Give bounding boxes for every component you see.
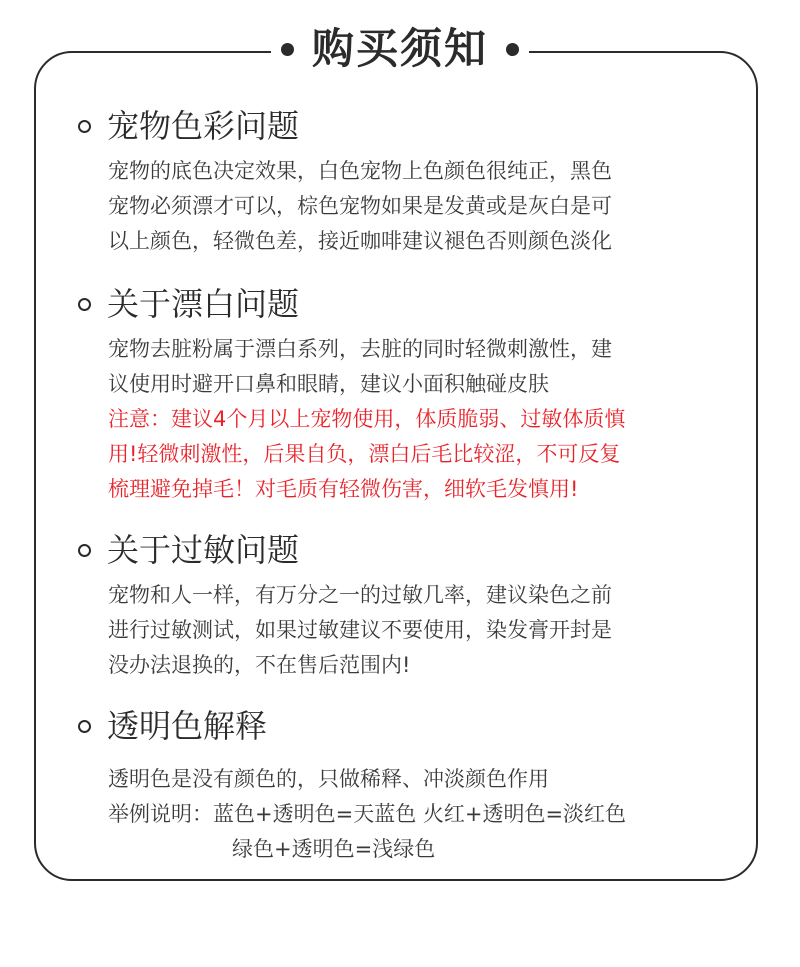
warning-line: 用!轻微刺激性，后果自负，漂白后毛比较涩，不可反复: [108, 442, 621, 466]
circle-bullet-icon: [78, 544, 91, 557]
circle-bullet-icon: [78, 120, 91, 133]
title-bar: [0, 18, 800, 80]
section-header: [78, 704, 738, 748]
body-line: 没办法退换的，不在售后范围内!: [108, 653, 411, 677]
body-line: 宠物和人一样，有万分之一的过敏几率，建议染色之前: [108, 583, 612, 607]
warning-line: 梳理避免掉毛！对毛质有轻微伤害，细软毛发慎用!: [108, 477, 579, 501]
body-line: 进行过敏测试，如果过敏建议不要使用，染发膏开封是: [108, 618, 612, 642]
section-title: 宠物色彩问题: [107, 107, 300, 145]
body-line: 透明色是没有颜色的，只做稀释、冲淡颜色作用: [108, 767, 549, 791]
section-header: [78, 104, 738, 148]
body-line-indented: 绿色+透明色=浅绿色: [232, 837, 436, 861]
title-right-dot-icon: [506, 43, 519, 56]
body-line: 宠物去脏粉属于漂白系列，去脏的同时轻微刺激性，建: [108, 337, 612, 361]
circle-bullet-icon: [78, 720, 91, 733]
body-line: 举例说明：蓝色+透明色=天蓝色 火红+透明色=淡红色: [108, 802, 627, 826]
circle-bullet-icon: [78, 298, 91, 311]
body-line: 议使用时避开口鼻和眼睛，建议小面积触碰皮肤: [108, 372, 549, 396]
body-line: 以上颜色，轻微色差，接近咖啡建议褪色否则颜色淡化: [108, 229, 612, 253]
page-title: 购买须知: [311, 24, 488, 73]
section-body: [108, 332, 738, 507]
title-background: [271, 18, 529, 80]
title-left-dot-icon: [281, 43, 294, 56]
section-title: 关于过敏问题: [107, 531, 300, 569]
section-allergy: [78, 528, 738, 683]
body-line: 宠物的底色决定效果，白色宠物上色颜色很纯正，黑色: [108, 159, 612, 183]
section-header: [78, 282, 738, 326]
body-line: 宠物必须漂才可以，棕色宠物如果是发黄或是灰白是可: [108, 194, 612, 218]
section-body: [108, 154, 738, 259]
section-header: [78, 528, 738, 572]
section-body: [108, 762, 738, 867]
section-transparent-color: [78, 704, 738, 867]
section-body: [108, 578, 738, 683]
warning-line: 注意：建议4个月以上宠物使用，体质脆弱、过敏体质慎: [108, 407, 626, 431]
section-title: 关于漂白问题: [107, 285, 300, 323]
section-title: 透明色解释: [107, 707, 268, 745]
section-bleach: [78, 282, 738, 507]
section-pet-color: [78, 104, 738, 259]
